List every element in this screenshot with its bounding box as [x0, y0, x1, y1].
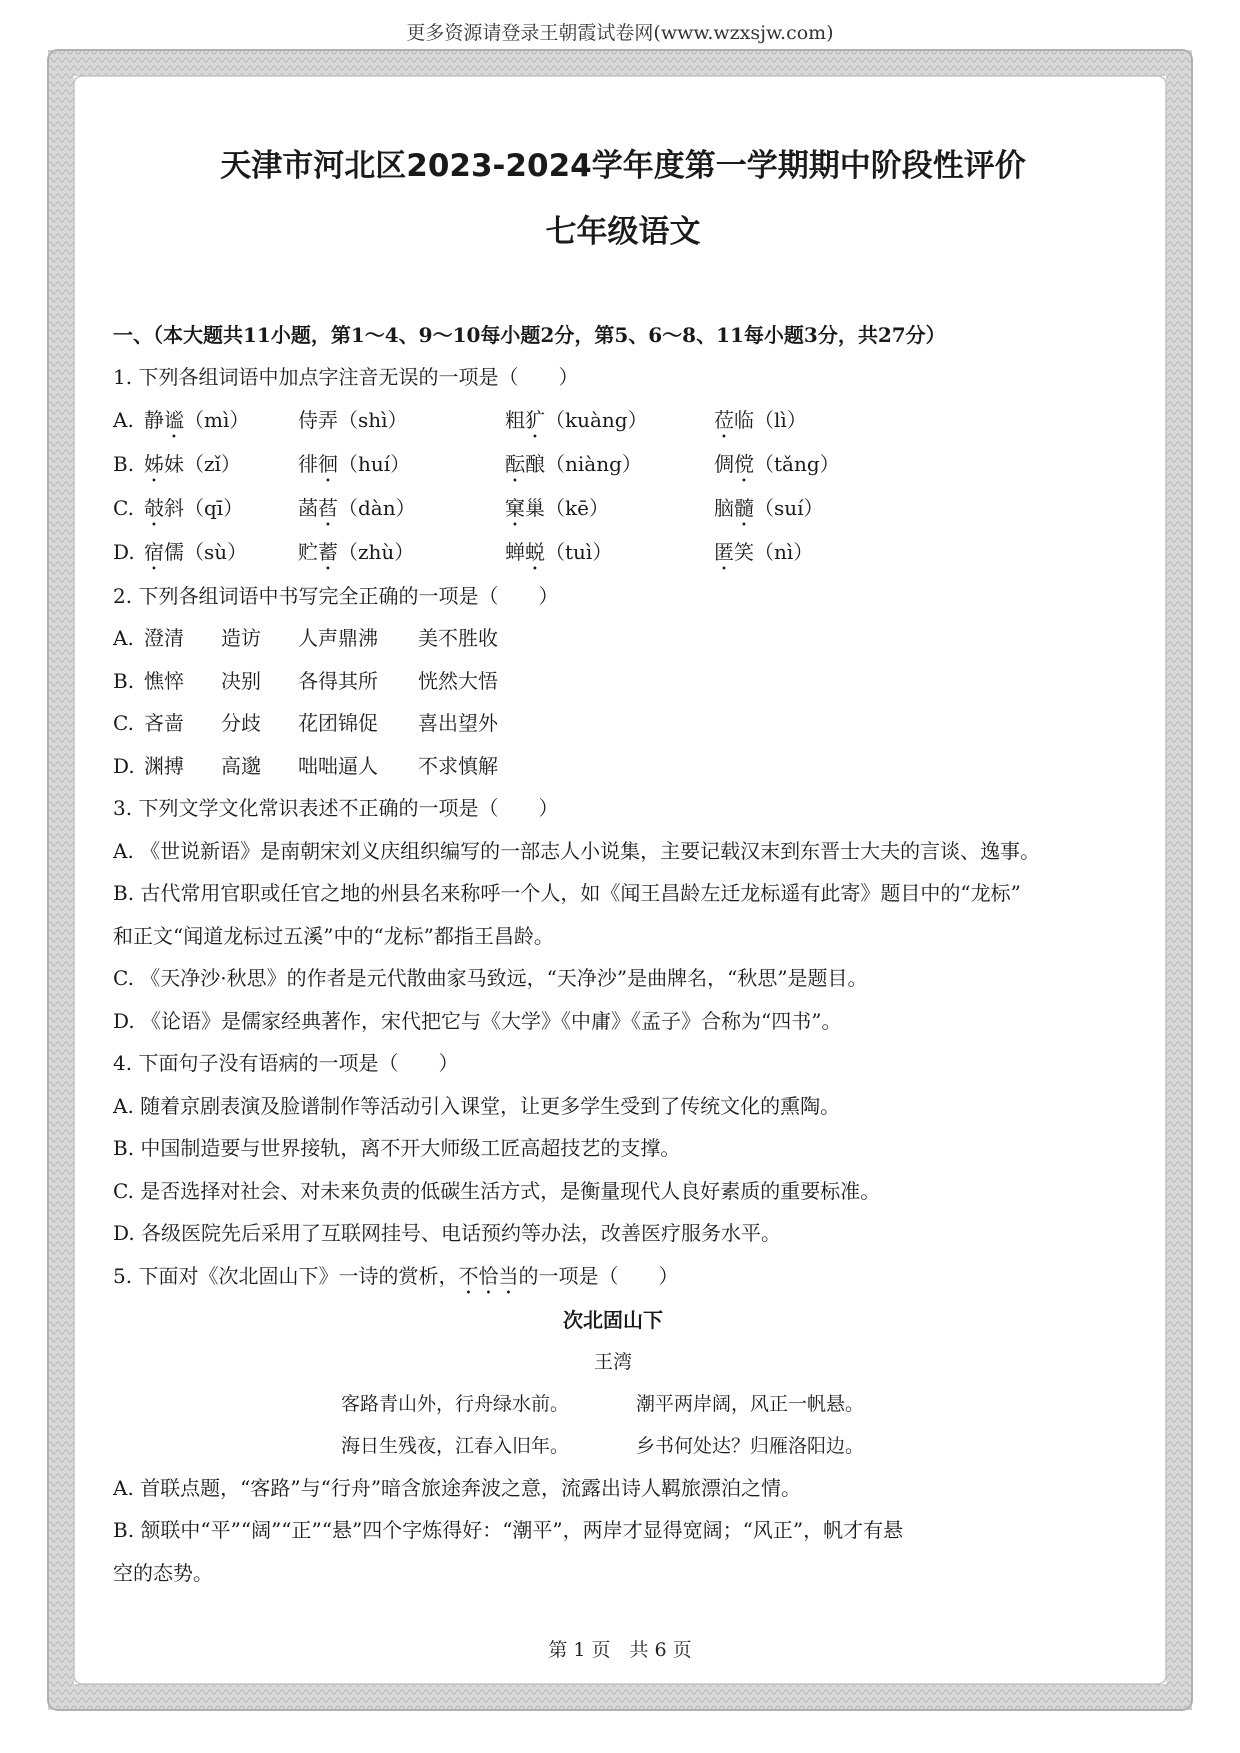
word-part: （kuàng）	[545, 407, 648, 432]
question-5-option-b-line2: 空的态势。	[113, 1560, 213, 1585]
word-pinyin	[505, 531, 714, 575]
option-word: 吝啬	[144, 711, 184, 735]
option-letter: C.	[113, 711, 134, 735]
question-3-option-b-line2: 和正文“闻道龙标过五溪”中的“龙标”都指王昌龄。	[113, 923, 554, 948]
option-word: 决别	[221, 668, 261, 693]
word-pinyin	[144, 399, 298, 443]
question-5-stem-pre: 5. 下面对《次北固山下》一诗的赏析，	[113, 1263, 459, 1288]
word-part: （huí）	[338, 451, 411, 476]
emphasized-char: 犷	[525, 407, 545, 432]
question-4-option-a: A. 随着京剧表演及脸谱制作等活动引入课堂，让更多学生受到了传统文化的熏陶。	[113, 1093, 841, 1118]
emphasized-char: 蓄	[318, 539, 338, 564]
exam-content	[113, 146, 1133, 1594]
poem-author: 王湾	[593, 1350, 632, 1373]
question-3-option-c: C. 《天净沙·秋思》的作者是元代散曲家马致远，“天净沙”是曲牌名，“秋思”是题目。	[113, 966, 868, 990]
poem-line-1a: 客路青山外，行舟绿水前。	[341, 1392, 570, 1415]
question-3-option-d: D. 《论语》是儒家经典著作，宋代把它与《大学》《中庸》《孟子》合称为“四书”。	[113, 1008, 842, 1033]
option-word: 人声鼎沸	[298, 626, 378, 650]
word-part: （mì）	[184, 407, 250, 432]
word-pinyin	[298, 399, 505, 443]
word-pinyin	[144, 531, 298, 575]
emphasized-char: 莅	[714, 407, 734, 432]
option-word: 美不胜收	[418, 626, 498, 650]
word-pinyin	[144, 443, 298, 487]
option-word: 造访	[221, 626, 261, 650]
question-5-stem-emphasis: 不恰当	[458, 1263, 519, 1288]
exam-title: 天津市河北区2023-2024学年度第一学期期中阶段性评价	[220, 148, 1026, 184]
emphasized-char: 攲	[144, 495, 164, 520]
poem-line-2a: 海日生残夜，江春入旧年。	[341, 1434, 570, 1457]
word-pinyin	[298, 531, 505, 575]
option-letter: D.	[113, 539, 135, 564]
word-part: 静	[144, 407, 164, 432]
option-word: 喜出望外	[418, 711, 498, 735]
question-2-stem: 2. 下列各组词语中书写完全正确的一项是（ ）	[113, 583, 559, 608]
poem-line-2b: 乡书何处达？归雁洛阳边。	[636, 1434, 865, 1457]
emphasized-char: 窠	[505, 495, 525, 520]
word-pinyin	[505, 399, 714, 443]
question-3-option-a: A. 《世说新语》是南朝宋刘义庆组织编写的一部志人小说集，主要记载汉末到东晋士大夫的言谈、逸事。	[113, 838, 1041, 863]
word-pinyin	[714, 487, 914, 531]
word-part: （zhù）	[338, 539, 415, 564]
option-letter: D.	[113, 753, 135, 778]
question-1-option-row	[113, 487, 1133, 531]
word-pinyin	[298, 443, 505, 487]
option-letter: C.	[113, 495, 134, 520]
word-part: 妹（zǐ）	[164, 451, 241, 476]
option-word: 不求慎解	[418, 753, 498, 778]
word-part: （tuì）	[545, 539, 613, 564]
word-pinyin	[505, 487, 714, 531]
emphasized-char: 萏	[318, 495, 338, 520]
word-part: 倜	[714, 451, 734, 476]
word-pinyin	[714, 531, 914, 575]
emphasized-char: 姊	[144, 451, 164, 476]
question-2-option-row	[113, 702, 1133, 745]
word-part: 巢（kē）	[525, 495, 609, 520]
emphasized-char: 徊	[318, 451, 338, 476]
word-pinyin	[505, 443, 714, 487]
question-4-option-d: D. 各级医院先后采用了互联网挂号、电话预约等办法，改善医疗服务水平。	[113, 1221, 782, 1245]
word-part: 徘	[298, 451, 318, 476]
word-pinyin	[714, 443, 914, 487]
question-2-option-row	[113, 660, 1133, 703]
emphasized-char: 匿	[714, 539, 734, 564]
question-1-option-row	[113, 443, 1133, 487]
word-part: 酿（niàng）	[525, 451, 642, 476]
word-part: 斜（qī）	[164, 495, 244, 520]
word-part: （dàn）	[338, 495, 416, 520]
poem-line-1	[113, 1383, 1133, 1425]
question-2-option-row	[113, 617, 1133, 660]
emphasized-char: 酝	[505, 451, 525, 476]
poem-line-2	[113, 1425, 1133, 1467]
option-word: 咄咄逼人	[298, 753, 378, 778]
site-banner: 更多资源请登录王朝霞试卷网(www.wzxsjw.com)	[406, 22, 834, 44]
word-part: （suí）	[754, 495, 824, 520]
emphasized-char: 宿	[144, 539, 164, 564]
section-heading: 一、（本大题共11小题，第1～4、9～10每小题2分，第5、6～8、11每小题3分，共27分）	[113, 323, 946, 347]
question-1-stem: 1. 下列各组词语中加点字注音无误的一项是（ ）	[113, 365, 579, 389]
option-word: 高邈	[221, 753, 261, 778]
question-5-stem-post: 的一项是（ ）	[518, 1263, 679, 1288]
poem-title: 次北固山下	[563, 1307, 663, 1332]
question-5-stem	[113, 1255, 1133, 1299]
option-word: 澄清	[144, 626, 184, 650]
question-2-options	[113, 617, 1133, 787]
word-part: （tǎng）	[754, 451, 840, 476]
emphasized-char: 髓	[734, 495, 754, 520]
word-part: 脑	[714, 495, 734, 520]
poem-line-1b: 潮平两岸阔，风正一帆悬。	[636, 1392, 865, 1415]
question-3-option-b-line1: B. 古代常用官职或任官之地的州县名来称呼一个人，如《闻王昌龄左迁龙标遥有此寄》题目中的“龙标”	[113, 881, 1021, 905]
question-5-option-a: A. 首联点题，“客路”与“行舟”暗含旅途奔波之意，流露出诗人羁旅漂泊之情。	[113, 1475, 802, 1500]
word-pinyin	[714, 399, 914, 443]
question-4-stem: 4. 下面句子没有语病的一项是（ ）	[113, 1051, 459, 1075]
emphasized-char: 蜕	[525, 539, 545, 564]
word-part: 菡	[298, 495, 318, 520]
word-part: 弄（shì）	[318, 407, 408, 432]
question-4-option-c: C. 是否选择对社会、对未来负责的低碳生活方式，是衡量现代人良好素质的重要标准。	[113, 1178, 881, 1203]
question-1-option-row	[113, 531, 1133, 575]
word-part: 粗	[505, 407, 525, 432]
option-word: 各得其所	[298, 668, 378, 693]
emphasized-char: 谧	[164, 407, 184, 432]
option-letter: A.	[113, 407, 134, 432]
option-letter: B.	[113, 451, 135, 476]
question-4-option-b: B. 中国制造要与世界接轨，离不开大师级工匠高超技艺的支撑。	[113, 1136, 681, 1160]
option-word: 恍然大悟	[418, 668, 498, 693]
word-part: 笑（nì）	[734, 539, 814, 564]
word-pinyin	[298, 487, 505, 531]
question-1-options	[113, 399, 1133, 575]
option-word: 渊搏	[144, 753, 184, 778]
question-5-option-b-line1: B. 颔联中“平”“阔”“正”“悬”四个字炼得好：“潮平”，两岸才显得宽阔；“风正”，帆才有悬	[113, 1518, 904, 1542]
question-2-option-row	[113, 745, 1133, 788]
word-part: 临（lì）	[734, 407, 807, 432]
word-part: 儒（sù）	[164, 539, 248, 564]
option-letter: A.	[113, 626, 134, 650]
word-pinyin	[144, 487, 298, 531]
word-part: 贮	[298, 539, 318, 564]
option-letter: B.	[113, 668, 135, 693]
question-3-stem: 3. 下列文学文化常识表述不正确的一项是（ ）	[113, 796, 559, 820]
word-part: 侍	[298, 407, 318, 432]
question-1-option-row	[113, 399, 1133, 443]
exam-subtitle: 七年级语文	[545, 214, 701, 250]
option-word: 花团锦促	[298, 711, 378, 735]
page-footer: 第 1 页 共 6 页	[548, 1639, 692, 1661]
option-word: 憔悴	[144, 668, 184, 693]
emphasized-char: 傥	[734, 451, 754, 476]
option-word: 分歧	[221, 711, 261, 735]
word-part: 蝉	[505, 539, 525, 564]
